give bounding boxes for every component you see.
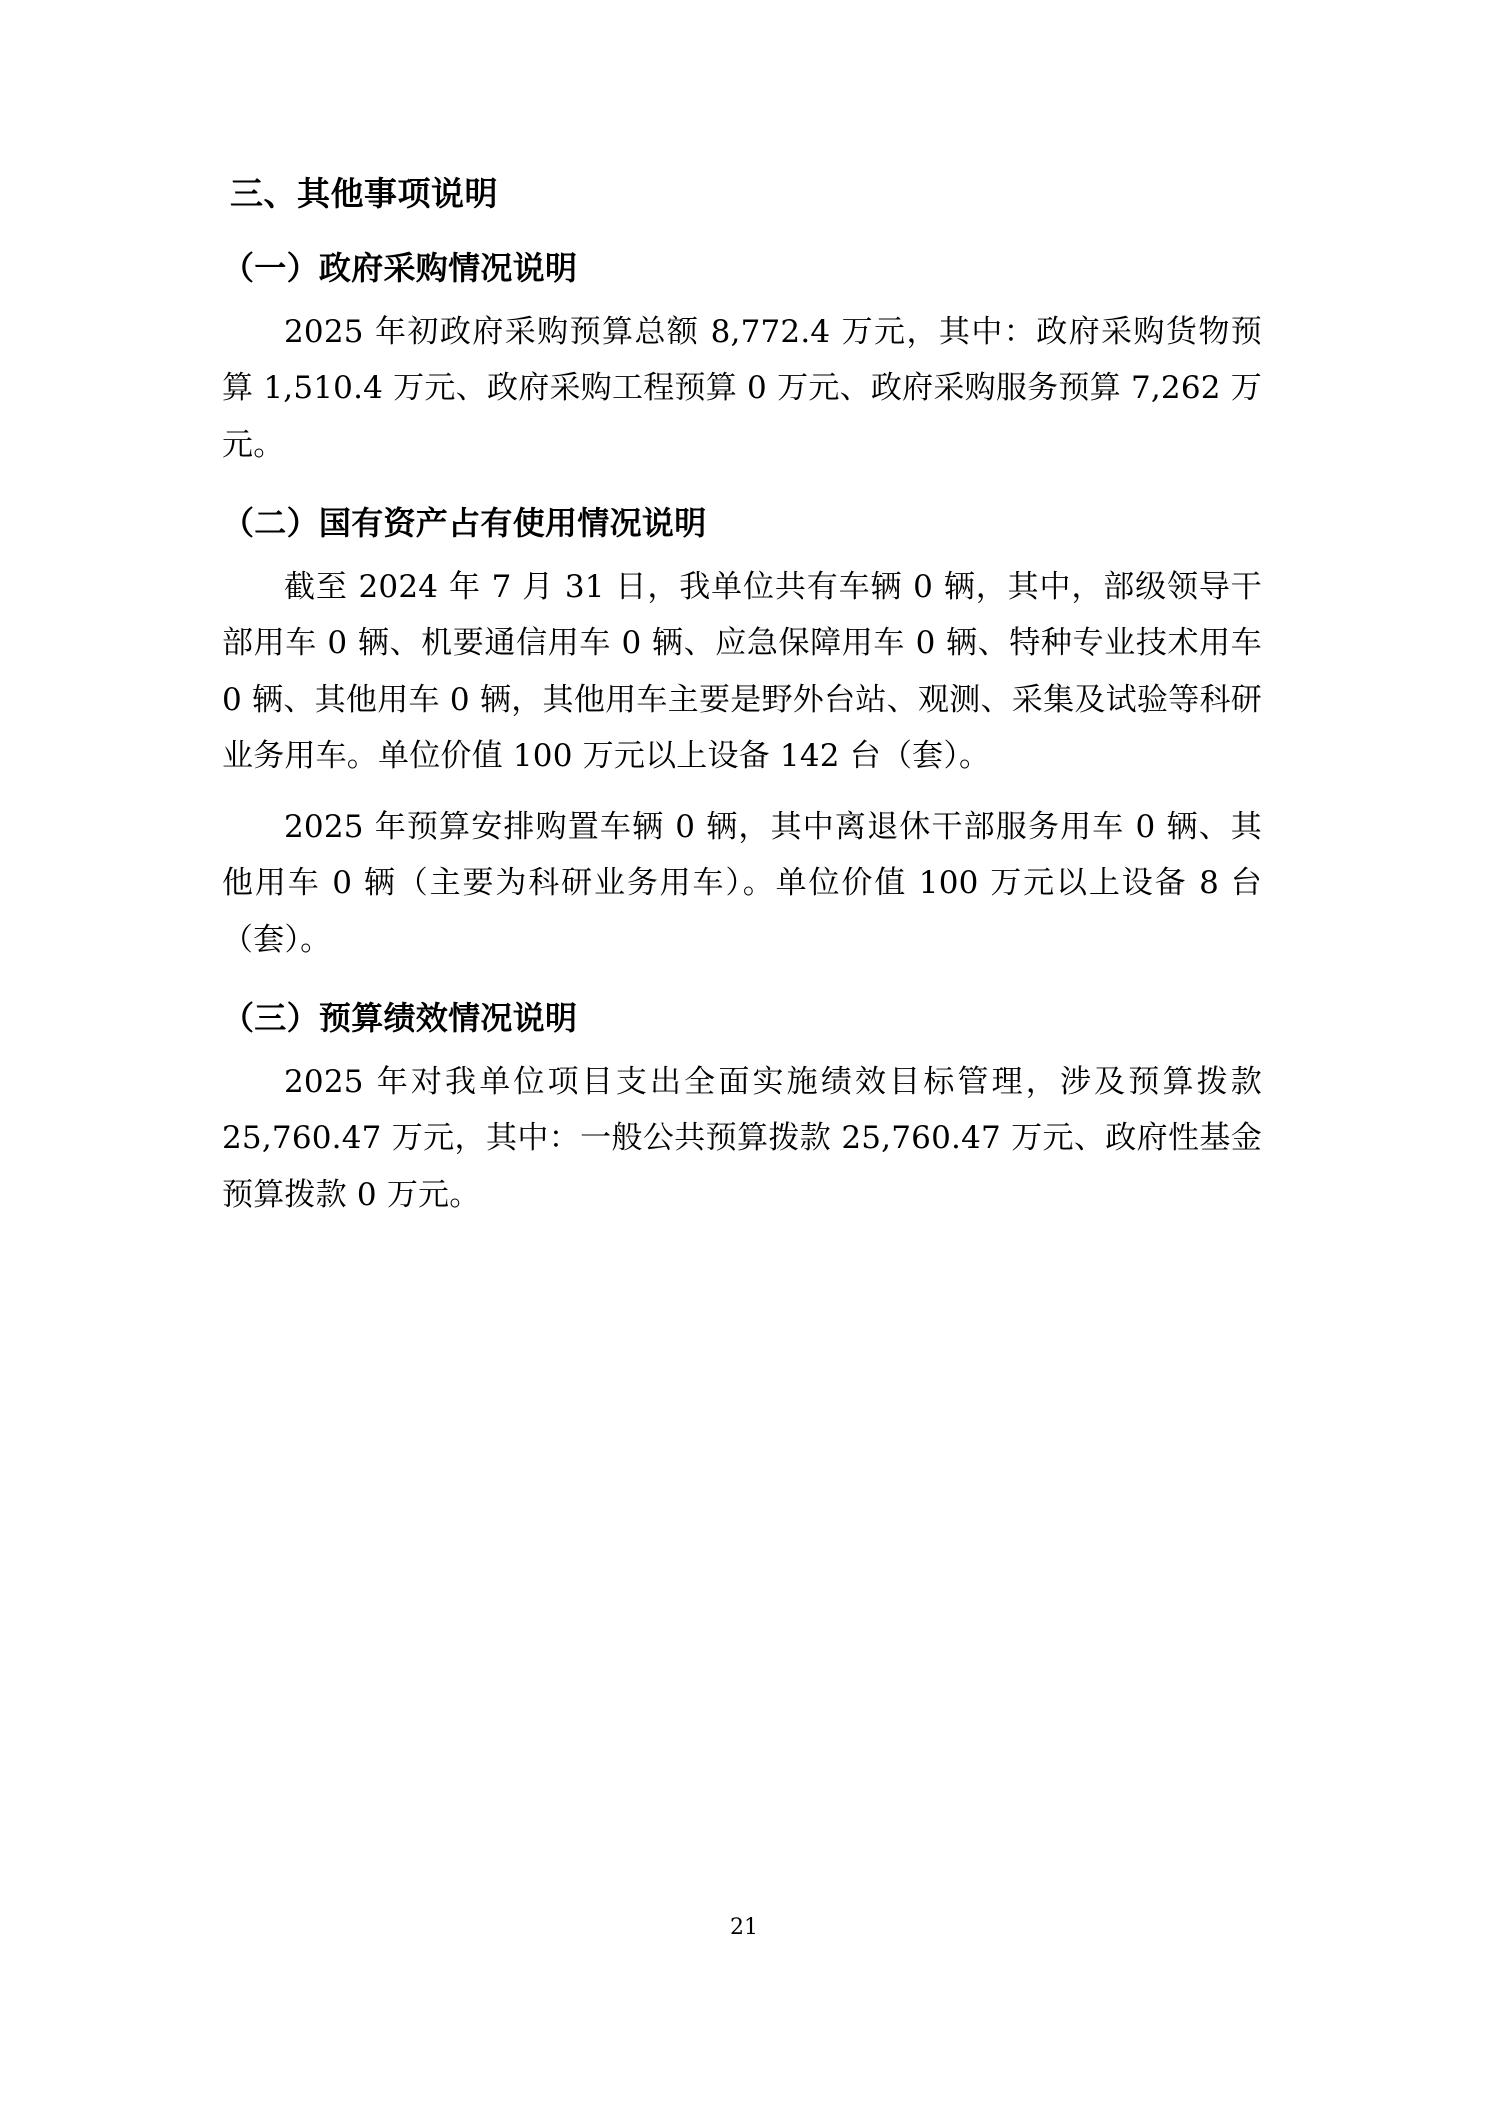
document-body: [222, 170, 1262, 1223]
paragraph-government-procurement: 2025 年初政府采购预算总额 8,772.4 万元，其中：政府采购货物预算 1,510.4 万元、政府采购工程预算 0 万元、政府采购服务预算 7,262 万元。: [222, 313, 1262, 463]
subsection-heading-government-procurement: （一）政府采购情况说明: [222, 248, 578, 287]
paragraph-state-assets-current: 截至 2024 年 7 月 31 日，我单位共有车辆 0 辆，其中，部级领导干部用车 0 辆、机要通信用车 0 辆、应急保障用车 0 辆、特种专业技术用车 0 辆、其他用车 0 辆，其他用车主要是野外台站、观测、采集及试验等科研业务用车。单位价值 100 万元以上设备 142 台（套）。: [222, 569, 1262, 775]
paragraph-budget-performance: 2025 年对我单位项目支出全面实施绩效目标管理，涉及预算拨款 25,760.47 万元，其中：一般公共预算拨款 25,760.47 万元、政府性基金预算拨款 0 万元。: [222, 1063, 1262, 1213]
section-heading: 三、其他事项说明: [230, 174, 498, 213]
subsection-heading-state-assets: （二）国有资产占有使用情况说明: [222, 504, 707, 543]
paragraph-state-assets-budget: 2025 年预算安排购置车辆 0 辆，其中离退休干部服务用车 0 辆、其他用车 0 辆（主要为科研业务用车）。单位价值 100 万元以上设备 8 台（套）。: [222, 808, 1262, 958]
page-number: 21: [730, 1915, 758, 1940]
subsection-heading-budget-performance: （三）预算绩效情况说明: [222, 998, 578, 1037]
